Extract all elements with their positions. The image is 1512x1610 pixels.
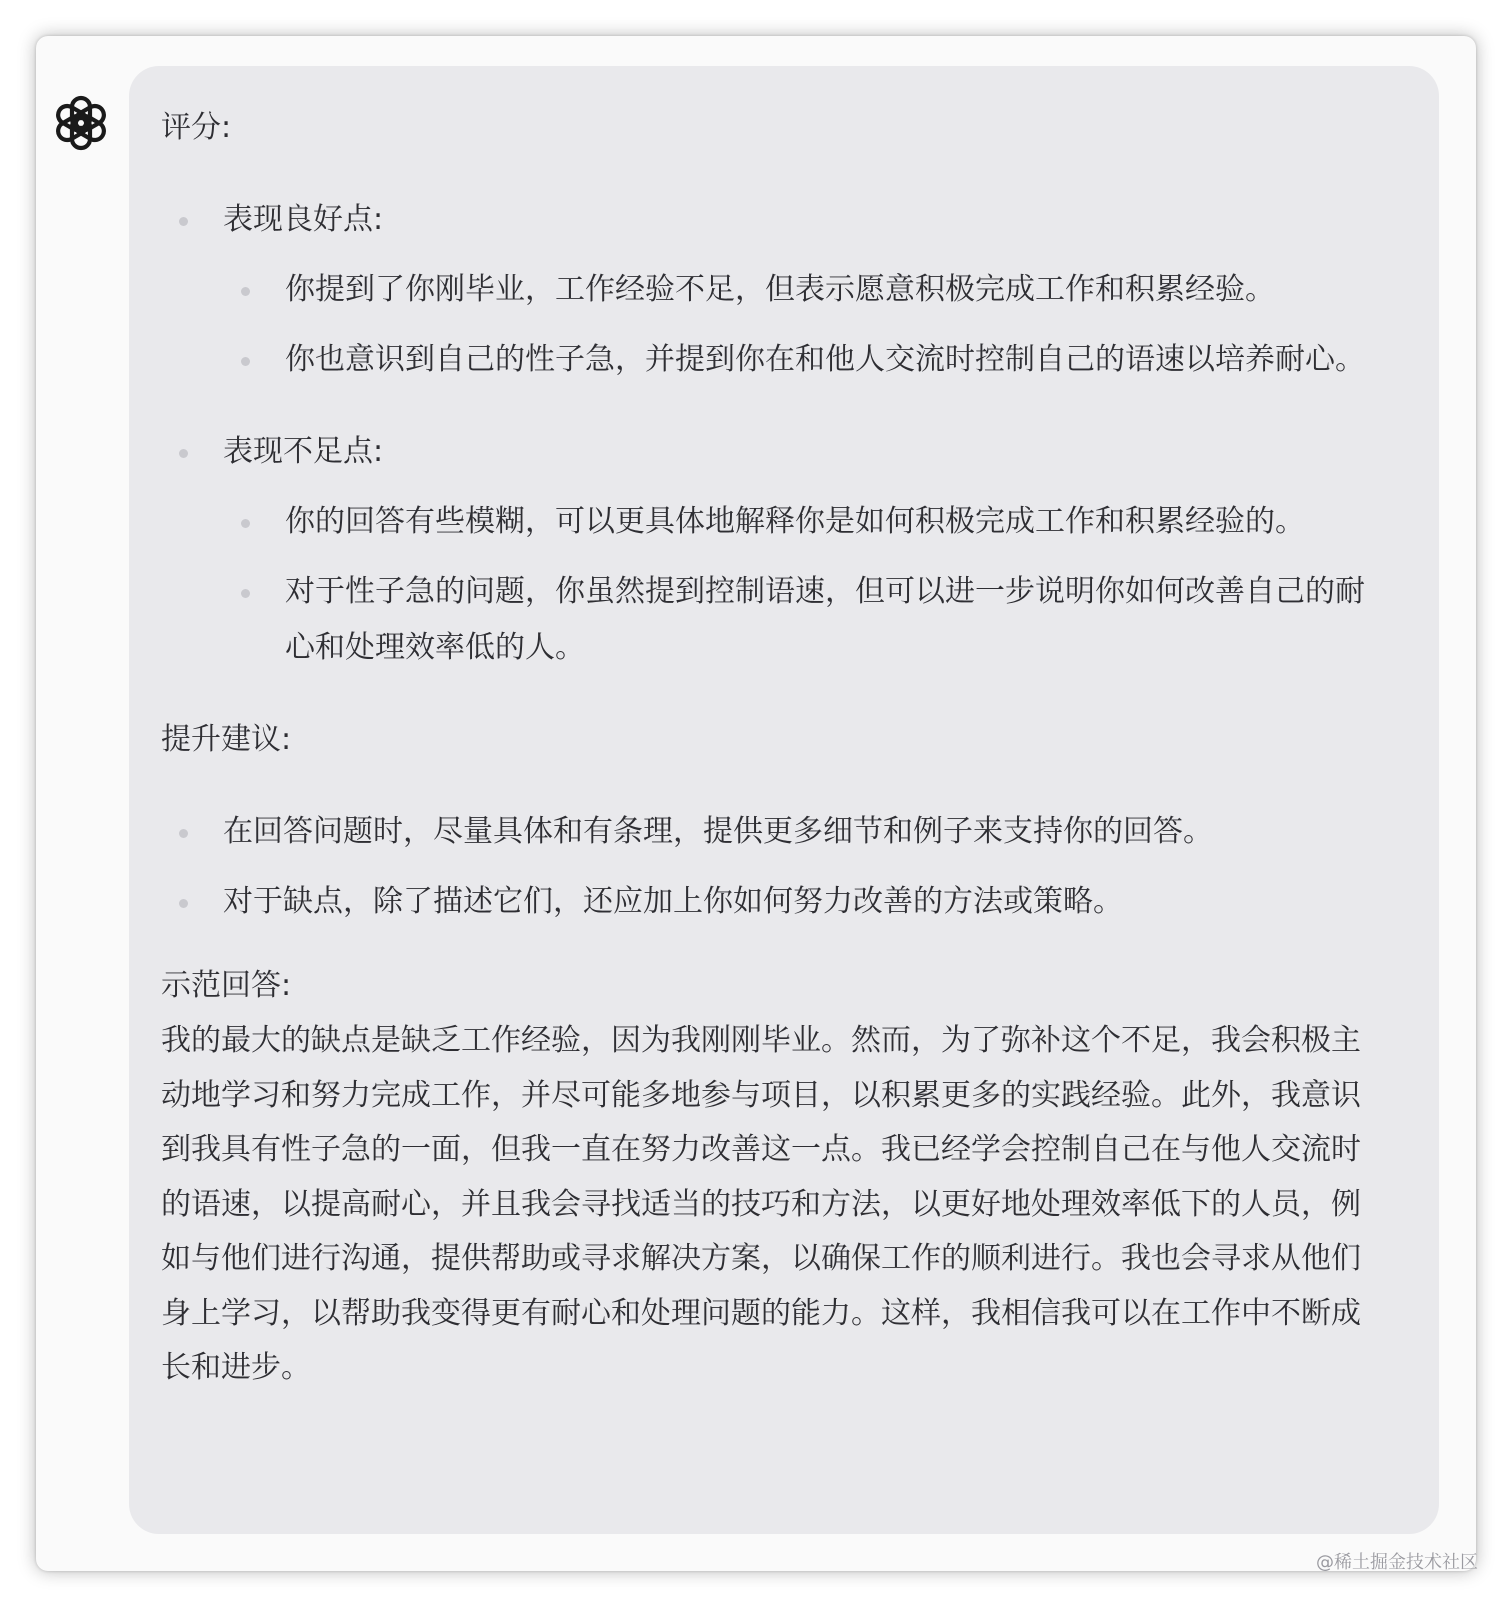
weak-points-list — [161, 494, 1379, 676]
sample-answer-text: 我的最大的缺点是缺乏工作经验，因为我刚刚毕业。然而，为了弥补这个不足，我会积极主动地学习和努力完成工作，并尽可能多地参与项目，以积累更多的实践经验。此外，我意识到我具有性子急的一面，但我一直在努力改善这一点。我已经学会控制自己在与他人交流时的语速，以提高耐心，并且我会寻找适当的技巧和方法，以更好地处理效率低下的人员，例如与他们进行沟通，提供帮助或寻求解决方案，以确保工作的顺利进行。我也会寻求从他们身上学习，以帮助我变得更有耐心和处理问题的能力。这样，我相信我可以在工作中不断成长和进步。 — [161, 1023, 1361, 1385]
suggestions-heading: 提升建议: — [161, 722, 292, 757]
list-item: 在回答问题时，尽量具体和有条理，提供更多细节和例子来支持你的回答。 — [161, 804, 1379, 860]
watermark: @稀土掘金技术社区 — [1316, 1552, 1478, 1573]
rating-heading: 评分: — [161, 110, 232, 145]
list-item: 你的回答有些模糊，可以更具体地解释你是如何积极完成工作和积累经验的。 — [161, 494, 1379, 550]
good-points-list — [161, 262, 1379, 388]
chat-window — [36, 36, 1476, 1571]
assistant-message-bubble — [129, 66, 1439, 1534]
list-item: 对于缺点，除了描述它们，还应加上你如何努力改善的方法或策略。 — [161, 874, 1379, 930]
weak-points-label: 表现不足点: — [223, 434, 384, 469]
rating-list-weak — [161, 424, 1379, 480]
sample-heading: 示范回答: — [161, 968, 292, 1003]
list-item: 你提到了你刚毕业，工作经验不足，但表示愿意积极完成工作和积累经验。 — [161, 262, 1379, 318]
openai-logo-icon — [48, 90, 114, 156]
rating-list — [161, 192, 1379, 248]
weak-points-item — [161, 424, 1379, 480]
good-points-label: 表现良好点: — [223, 202, 384, 237]
good-points-item — [161, 192, 1379, 248]
suggestions-list — [161, 804, 1379, 930]
list-item: 对于性子急的问题，你虽然提到控制语速，但可以进一步说明你如何改善自己的耐心和处理效率低的人。 — [161, 564, 1379, 676]
list-item: 你也意识到自己的性子急，并提到你在和他人交流时控制自己的语速以培养耐心。 — [161, 332, 1379, 388]
